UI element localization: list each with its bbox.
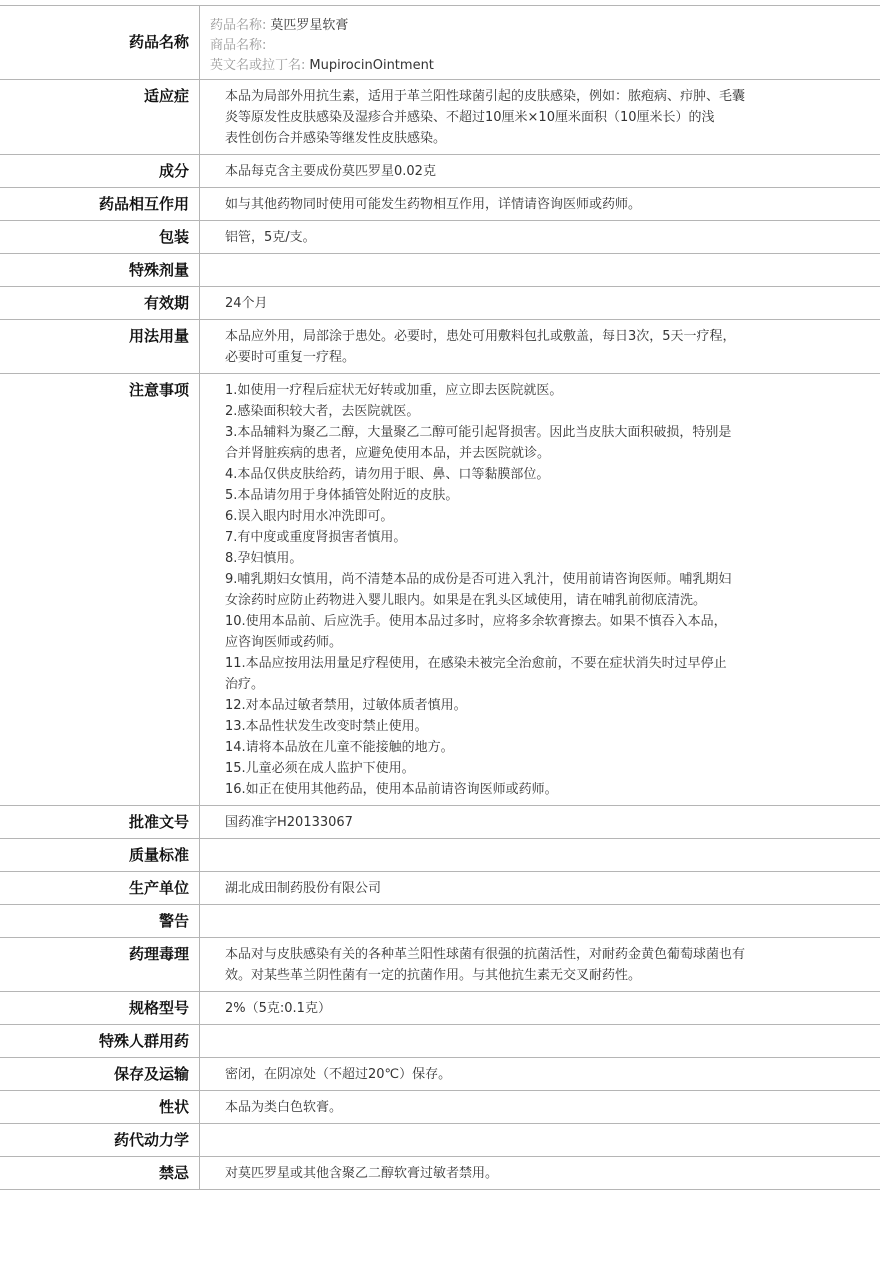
row-label: 特殊人群用药 bbox=[0, 1025, 200, 1058]
row-value bbox=[200, 254, 880, 287]
text-line: 10.使用本品前、后应洗手。使用本品过多时，应将多余软膏擦去。如果不慎吞入本品， bbox=[225, 614, 727, 629]
english-name-line bbox=[210, 56, 860, 76]
row-value bbox=[200, 1025, 880, 1058]
text-line: 必要时可重复一疗程。 bbox=[225, 350, 356, 365]
row-label: 保存及运输 bbox=[0, 1058, 200, 1091]
row-label: 生产单位 bbox=[0, 872, 200, 905]
text-line: 女涂药时应防止药物进入婴儿眼内。如果是在乳头区域使用，请在哺乳前彻底清洗。 bbox=[225, 593, 707, 608]
row-value bbox=[200, 155, 880, 188]
text-line: 本品每克含主要成份莫匹罗星0.02克 bbox=[225, 164, 436, 179]
text-line: 本品应外用，局部涂于患处。必要时，患处可用敷料包扎或敷盖，每日3次，5天一疗程， bbox=[225, 329, 736, 344]
row-specification bbox=[0, 992, 880, 1025]
generic-name-label: 药品名称: bbox=[210, 18, 267, 33]
empty-value bbox=[225, 845, 860, 866]
row-value bbox=[200, 320, 880, 374]
text-line: 13.本品性状发生改变时禁止使用。 bbox=[225, 719, 428, 734]
text-line: 14.请将本品放在儿童不能接触的地方。 bbox=[225, 740, 454, 755]
row-value bbox=[200, 1157, 880, 1190]
row-label: 警告 bbox=[0, 905, 200, 938]
row-label: 包装 bbox=[0, 221, 200, 254]
row-special-dose bbox=[0, 254, 880, 287]
row-packaging bbox=[0, 221, 880, 254]
text-line: 效。对某些革兰阴性菌有一定的抗菌作用。与其他抗生素无交叉耐药性。 bbox=[225, 968, 642, 983]
row-interactions bbox=[0, 188, 880, 221]
english-name-value: MupirocinOintment bbox=[309, 58, 434, 73]
row-pharmacology bbox=[0, 938, 880, 992]
row-value bbox=[200, 80, 880, 155]
row-value bbox=[200, 1091, 880, 1124]
row-label: 禁忌 bbox=[0, 1157, 200, 1190]
row-value bbox=[200, 992, 880, 1025]
text-line: 16.如正在使用其他药品，使用本品前请咨询医师或药师。 bbox=[225, 782, 558, 797]
trade-name-line bbox=[210, 36, 860, 56]
text-line: 15.儿童必须在成人监护下使用。 bbox=[225, 761, 415, 776]
text-line: 铝管，5克/支。 bbox=[225, 230, 316, 245]
row-value bbox=[200, 1124, 880, 1157]
text-line: 4.本品仅供皮肤给药，请勿用于眼、鼻、口等黏膜部位。 bbox=[225, 467, 550, 482]
row-pharmacokinetics bbox=[0, 1124, 880, 1157]
row-dosage bbox=[0, 320, 880, 374]
row-label: 批准文号 bbox=[0, 806, 200, 839]
row-manufacturer bbox=[0, 872, 880, 905]
row-value bbox=[200, 905, 880, 938]
row-value bbox=[200, 806, 880, 839]
text-line: 7.有中度或重度肾损害者慎用。 bbox=[225, 530, 407, 545]
empty-value bbox=[225, 1031, 860, 1052]
row-label: 药品名称 bbox=[0, 6, 200, 80]
text-line: 合并肾脏疾病的患者，应避免使用本品，并去医院就诊。 bbox=[225, 446, 551, 461]
row-label: 药代动力学 bbox=[0, 1124, 200, 1157]
row-indications bbox=[0, 80, 880, 155]
text-line: 12.对本品过敏者禁用，过敏体质者慎用。 bbox=[225, 698, 467, 713]
row-contraindications bbox=[0, 1157, 880, 1190]
row-label: 药理毒理 bbox=[0, 938, 200, 992]
row-value bbox=[200, 839, 880, 872]
empty-value bbox=[225, 260, 860, 281]
row-label: 药品相互作用 bbox=[0, 188, 200, 221]
row-precautions bbox=[0, 374, 880, 806]
row-drug-name bbox=[0, 6, 880, 80]
row-value bbox=[200, 287, 880, 320]
generic-name-line bbox=[210, 16, 860, 36]
row-special-population bbox=[0, 1025, 880, 1058]
empty-value bbox=[225, 1130, 860, 1151]
text-line: 如与其他药物同时使用可能发生药物相互作用，详情请咨询医师或药师。 bbox=[225, 197, 642, 212]
text-line: 24个月 bbox=[225, 296, 268, 311]
empty-value bbox=[225, 911, 860, 932]
text-line: 6.误入眼内时用水冲洗即可。 bbox=[225, 509, 394, 524]
text-line: 国药准字H20133067 bbox=[225, 815, 353, 830]
text-line: 炎等原发性皮肤感染及湿疹合并感染、不超过10厘米×10厘米面积（10厘米长）的浅 bbox=[225, 110, 715, 125]
row-label: 用法用量 bbox=[0, 320, 200, 374]
row-value bbox=[200, 6, 880, 80]
trade-name-label: 商品名称: bbox=[210, 38, 267, 53]
row-value bbox=[200, 374, 880, 806]
text-line: 2.感染面积较大者，去医院就医。 bbox=[225, 404, 420, 419]
row-label: 质量标准 bbox=[0, 839, 200, 872]
text-line: 治疗。 bbox=[225, 677, 265, 692]
text-line: 8.孕妇慎用。 bbox=[225, 551, 303, 566]
text-line: 对莫匹罗星或其他含聚乙二醇软膏过敏者禁用。 bbox=[225, 1166, 499, 1181]
text-line: 3.本品辅料为聚乙二醇，大量聚乙二醇可能引起肾损害。因此当皮肤大面积破损，特别是 bbox=[225, 425, 732, 440]
row-ingredients bbox=[0, 155, 880, 188]
text-line: 2%（5克:0.1克） bbox=[225, 1001, 331, 1016]
row-label: 注意事项 bbox=[0, 374, 200, 806]
text-line: 表性创伤合并感染等继发性皮肤感染。 bbox=[225, 131, 447, 146]
row-quality-standard bbox=[0, 839, 880, 872]
row-label: 成分 bbox=[0, 155, 200, 188]
row-label: 性状 bbox=[0, 1091, 200, 1124]
row-validity bbox=[0, 287, 880, 320]
row-value bbox=[200, 188, 880, 221]
text-line: 9.哺乳期妇女慎用，尚不清楚本品的成份是否可进入乳汁，使用前请咨询医师。哺乳期妇 bbox=[225, 572, 732, 587]
text-line: 本品为局部外用抗生素，适用于革兰阳性球菌引起的皮肤感染，例如：脓疱病、疖肿、毛囊 bbox=[225, 89, 746, 104]
row-value bbox=[200, 872, 880, 905]
row-appearance bbox=[0, 1091, 880, 1124]
text-line: 1.如使用一疗程后症状无好转或加重，应立即去医院就医。 bbox=[225, 383, 563, 398]
text-line: 应咨询医师或药师。 bbox=[225, 635, 343, 650]
generic-name-value: 莫匹罗星软膏 bbox=[270, 18, 349, 33]
english-name-label: 英文名或拉丁名: bbox=[210, 58, 306, 73]
row-approval bbox=[0, 806, 880, 839]
row-warning bbox=[0, 905, 880, 938]
text-line: 本品为类白色软膏。 bbox=[225, 1100, 343, 1115]
row-value bbox=[200, 221, 880, 254]
text-line: 11.本品应按用法用量足疗程使用，在感染未被完全治愈前，不要在症状消失时过早停止 bbox=[225, 656, 727, 671]
drug-info-table bbox=[0, 5, 880, 1190]
row-label: 有效期 bbox=[0, 287, 200, 320]
row-label: 适应症 bbox=[0, 80, 200, 155]
text-line: 密闭，在阴凉处（不超过20℃）保存。 bbox=[225, 1067, 452, 1082]
row-value bbox=[200, 1058, 880, 1091]
text-line: 5.本品请勿用于身体插管处附近的皮肤。 bbox=[225, 488, 459, 503]
row-storage bbox=[0, 1058, 880, 1091]
text-line: 本品对与皮肤感染有关的各种革兰阳性球菌有很强的抗菌活性，对耐药金黄色葡萄球菌也有 bbox=[225, 947, 746, 962]
row-label: 规格型号 bbox=[0, 992, 200, 1025]
row-label: 特殊剂量 bbox=[0, 254, 200, 287]
row-value bbox=[200, 938, 880, 992]
text-line: 湖北成田制药股份有限公司 bbox=[225, 881, 382, 896]
